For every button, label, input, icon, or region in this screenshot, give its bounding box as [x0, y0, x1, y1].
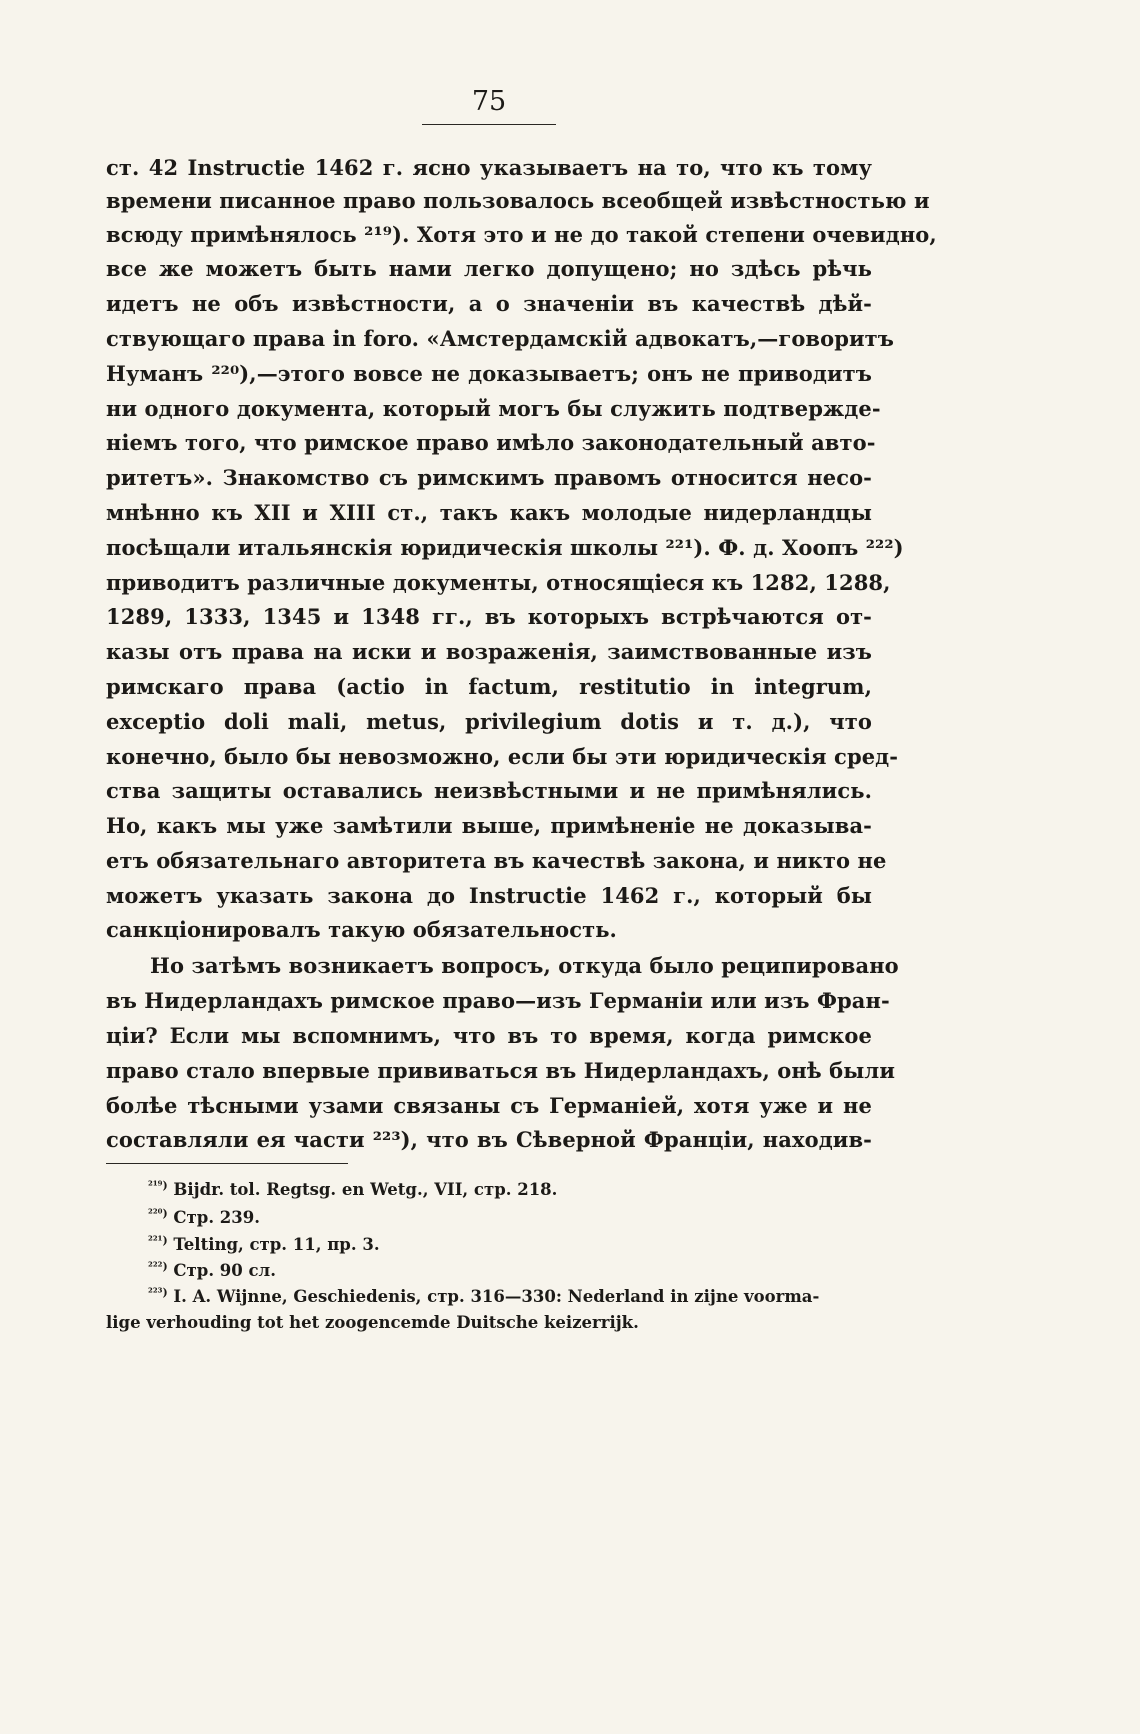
text-line: ствующаго права in foro. «Амстердамскій адвокатъ,—говоритъ — [106, 326, 895, 351]
text-line: ства защиты оставались неизвѣстными и не примѣнялись. — [106, 778, 872, 803]
text-line: ни одного документа, который могъ бы служить подтвержде- — [106, 396, 881, 421]
footnote-text: Bijdr. tol. Regtsg. en Wetg., VII, стр. 218. — [173, 1180, 558, 1199]
text-line: право стало впервые прививаться въ Нидерландахъ, онѣ были — [106, 1058, 895, 1083]
text-line: 1289, 1333, 1345 и 1348 гг., въ которыхъ встрѣчаются от- — [106, 604, 872, 629]
footnote-221 — [148, 1232, 380, 1258]
text-line: всюду примѣнялось ²¹⁹). Хотя это и не до такой степени очевидно, — [106, 222, 937, 247]
footnote-marker: ²²²) — [148, 1260, 168, 1273]
text-line: Но затѣмъ возникаетъ вопросъ, откуда было реципировано — [150, 953, 899, 978]
text-line: мнѣнно къ XII и XIII ст., такъ какъ молодые нидерландцы — [106, 500, 872, 525]
text-line: Но, какъ мы уже замѣтили выше, примѣненіе не доказыва- — [106, 813, 872, 838]
text-line: ціи? Если мы вспомнимъ, что въ то время, когда римское — [106, 1023, 872, 1048]
footnote-marker: ²²⁰) — [148, 1207, 168, 1220]
text-line: етъ обязательнаго авторитета въ качествѣ закона, и никто не — [106, 848, 887, 873]
footnote-219 — [148, 1177, 557, 1203]
page-number: 75 — [422, 84, 556, 125]
text-line: римскаго права (actio in factum, restitutio in integrum, — [106, 674, 872, 699]
text-line: въ Нидерландахъ римское право—изъ Германіи или изъ Фран- — [106, 988, 890, 1013]
text-line: времени писанное право пользовалось всеобщей извѣстностью и — [106, 188, 930, 213]
text-line: Нуманъ ²²⁰),—этого вовсе не доказываетъ; онъ не приводитъ — [106, 361, 872, 386]
text-line: посѣщали итальянскія юридическія школы ²²¹). Ф. д. Хоопъ ²²²) — [106, 535, 904, 560]
text-line: все же можетъ быть нами легко допущено; но здѣсь рѣчь — [106, 256, 872, 281]
text-line: конечно, было бы невозможно, если бы эти юридическія сред- — [106, 744, 899, 769]
footnote-text: Telting, стр. 11, пр. 3. — [173, 1235, 380, 1254]
footnote-220 — [148, 1205, 260, 1231]
text-line: казы отъ права на иски и возраженія, заимствованные изъ — [106, 639, 872, 664]
footnote-marker: ²¹⁹) — [148, 1179, 168, 1192]
text-line: ритетъ». Знакомство съ римскимъ правомъ относится несо- — [106, 465, 872, 490]
text-line: приводитъ различные документы, относящіеся къ 1282, 1288, — [106, 570, 891, 595]
footnote-marker: ²²¹) — [148, 1234, 168, 1247]
footnote-223 — [148, 1284, 819, 1310]
text-line: ніемъ того, что римское право имѣло законодательный авто- — [106, 430, 876, 455]
text-line: exceptio doli mali, metus, privilegium dotis и т. д.), что — [106, 709, 872, 734]
footnote-divider — [106, 1163, 348, 1164]
footnote-text: Стр. 90 сл. — [173, 1261, 276, 1280]
text-line: можетъ указать закона до Instructie 1462 г., который бы — [106, 883, 872, 908]
footnote-223-continued — [106, 1310, 639, 1336]
footnote-text: I. A. Wijnne, Geschiedenis, стр. 316—330: Nederland in zijne voorma- — [173, 1287, 820, 1306]
footnote-marker: ²²³) — [148, 1286, 168, 1299]
text-line: идетъ не объ извѣстности, а о значеніи въ качествѣ дѣй- — [106, 291, 872, 316]
text-line: санкціонировалъ такую обязательность. — [106, 917, 617, 942]
footnote-text: Стр. 239. — [173, 1208, 260, 1227]
footnote-222 — [148, 1258, 276, 1284]
text-line: болѣе тѣсными узами связаны съ Германіей, хотя уже и не — [106, 1093, 872, 1118]
text-line: составляли ея части ²²³), что въ Сѣверной Франціи, находив- — [106, 1127, 872, 1152]
footnote-text: lige verhouding tot het zoogencemde Duitsche keizerrijk. — [106, 1313, 639, 1332]
text-line: ст. 42 Instructie 1462 г. ясно указываетъ на то, что къ тому — [106, 155, 872, 180]
